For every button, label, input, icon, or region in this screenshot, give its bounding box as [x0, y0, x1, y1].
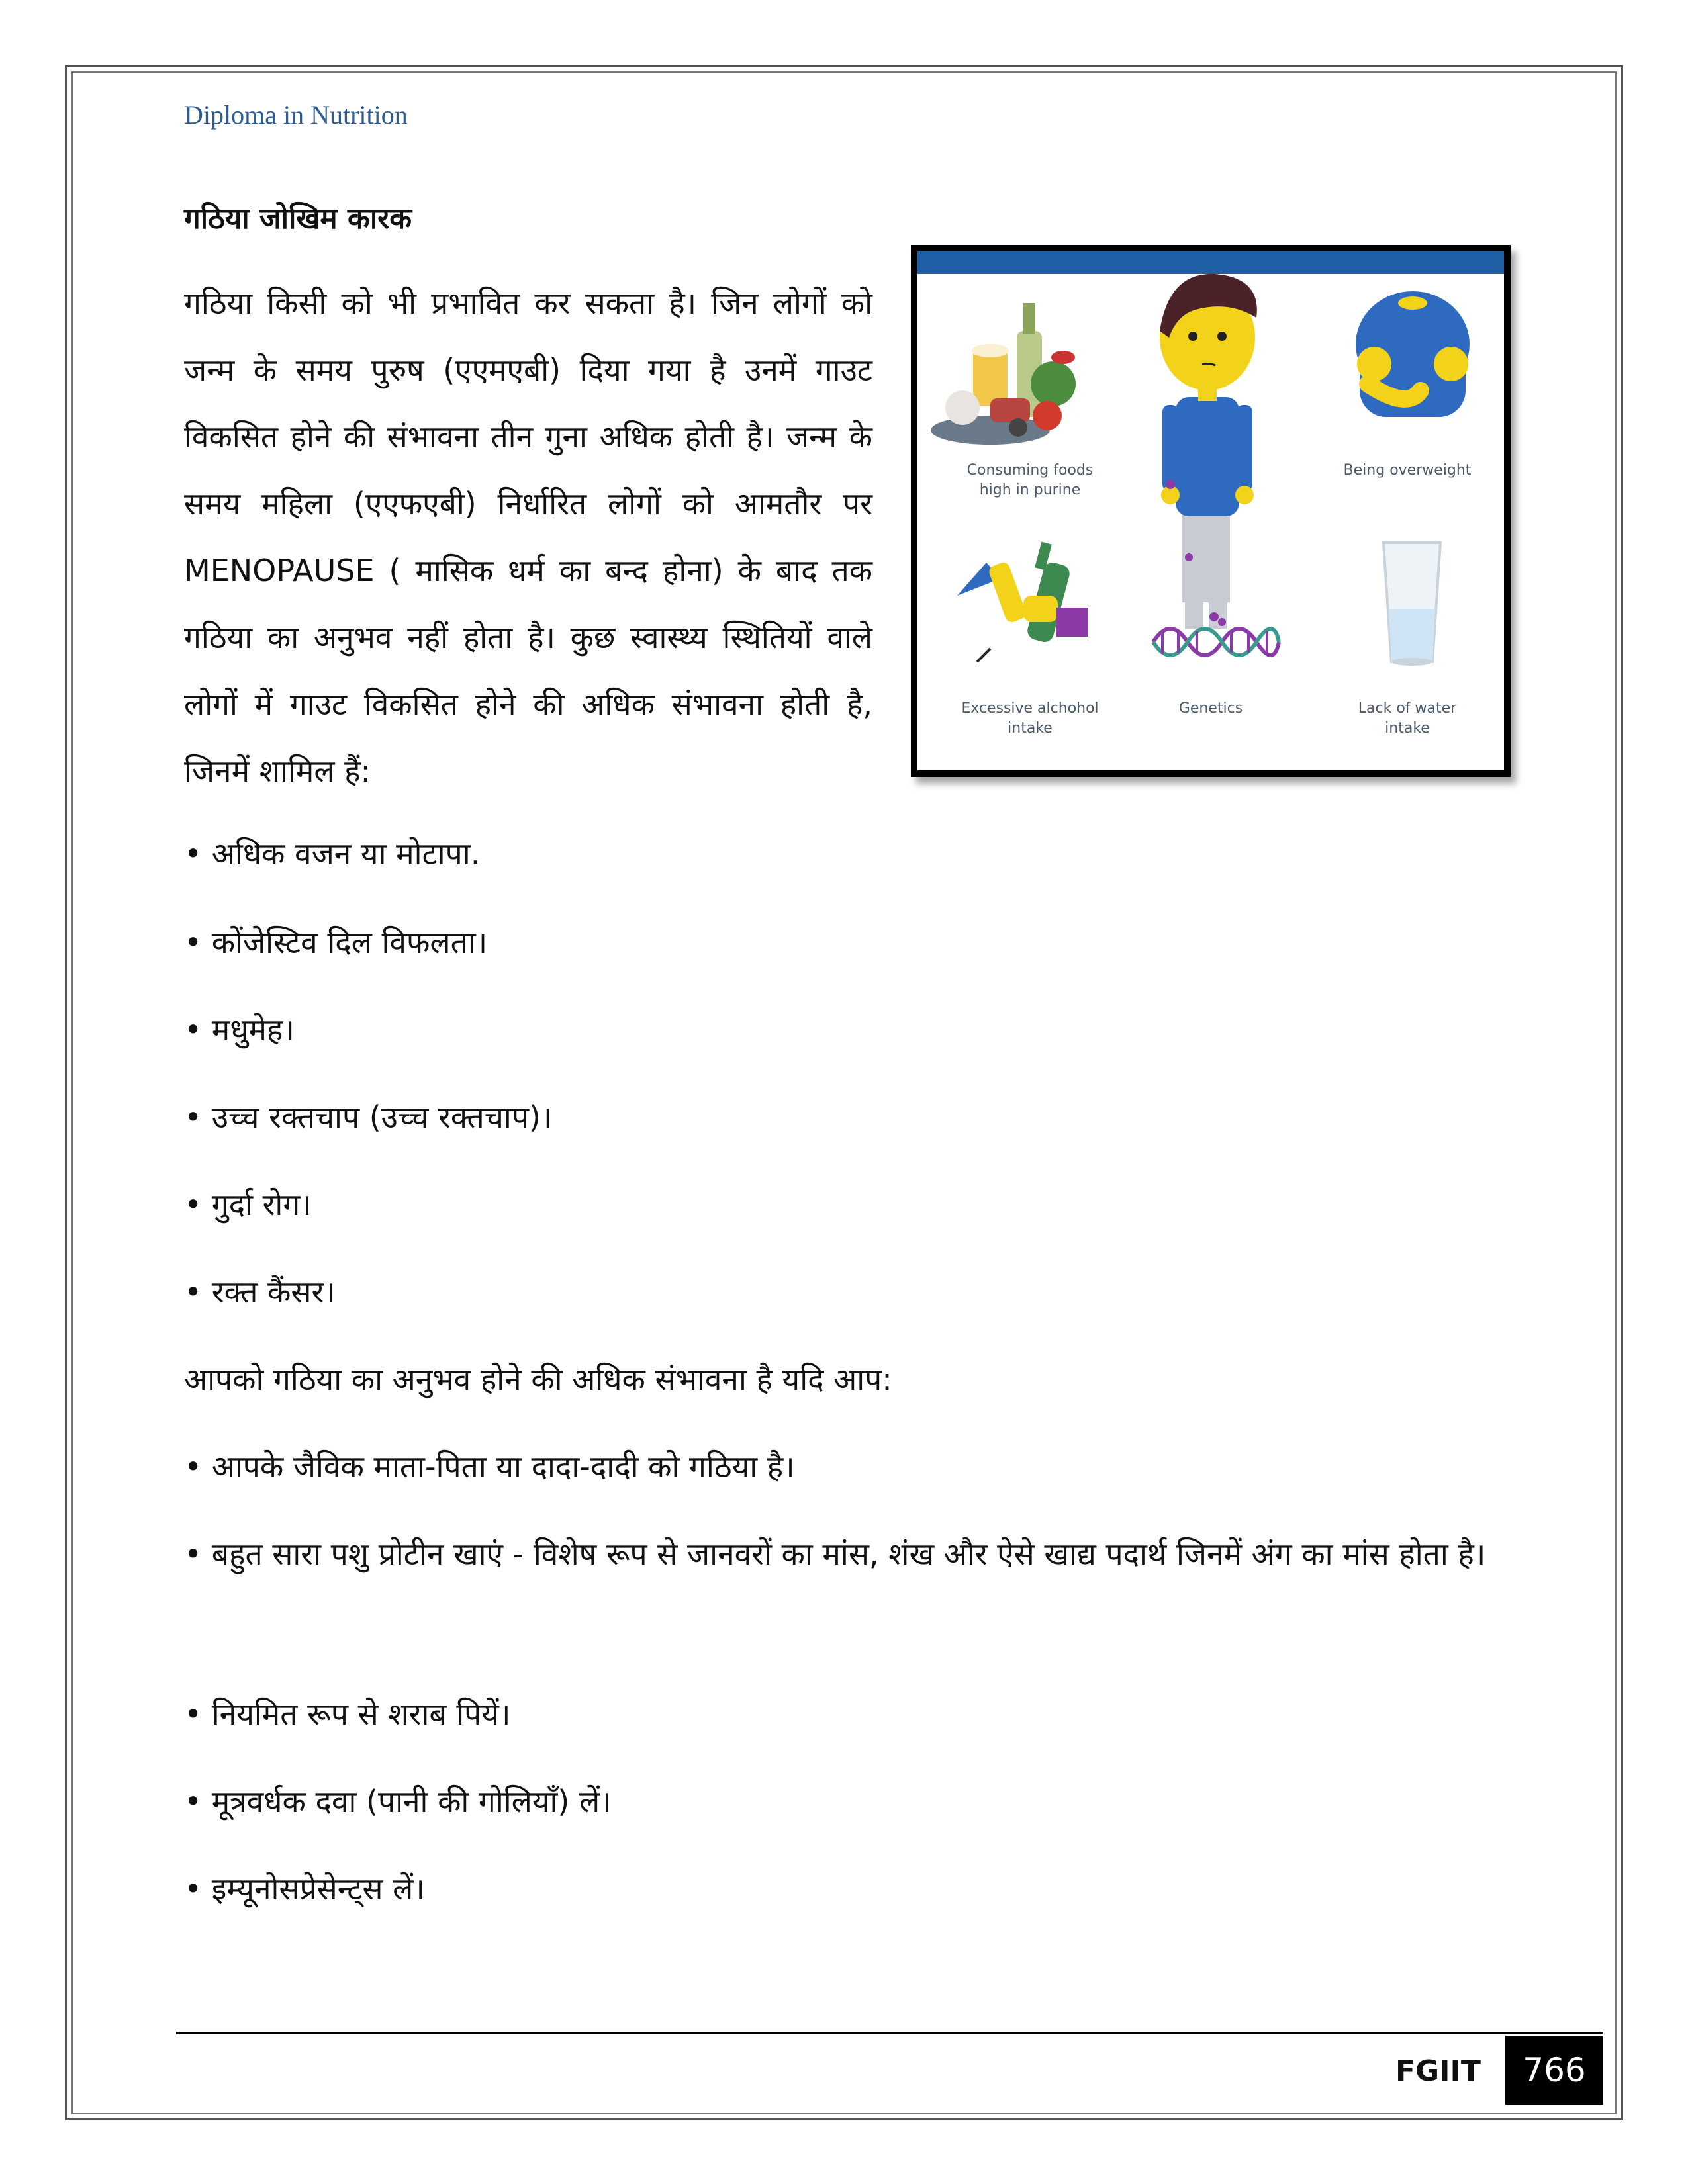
overweight-torso-icon — [1356, 291, 1470, 417]
caption-water: Lack of water intake — [1358, 700, 1457, 737]
caption-genetics: Genetics — [1178, 700, 1243, 717]
page-number: 766 — [1505, 2036, 1603, 2105]
section-heading: गठिया जोखिम कारक — [184, 202, 412, 236]
list-item: • गुर्दा रोग। — [184, 1187, 312, 1222]
genetics-dna-icon — [1153, 629, 1279, 655]
caption-overweight: Being overweight — [1343, 462, 1472, 478]
document-header: Diploma in Nutrition — [184, 100, 408, 130]
gout-risk-factors-illustration — [911, 245, 1511, 777]
list-item: • मधुमेह। — [184, 1012, 295, 1048]
risk-intro-text: आपको गठिया का अनुभव होने की अधिक संभावना है यदि आप: — [184, 1361, 892, 1397]
list-item: • उच्च रक्तचाप (उच्च रक्तचाप)। — [184, 1099, 553, 1135]
list-item: • इम्यूनोसप्रेसेन्ट्स लें। — [184, 1871, 425, 1907]
intro-paragraph: गठिया किसी को भी प्रभावित कर सकता है। जिन लोगों को जन्म के समय पुरुष (एएमएबी) दिया गया है उनमें गाउट विकसित होने की संभावना तीन गुना अधिक होती है। जन्म के समय महिला (एएफएबी) निर्धारित लोगों को आमतौर पर MENOPAUSE ( मासिक धर्म का बन्द होना) के बाद तक गठिया का अनुभव नहीं होता है। कुछ स्वास्थ्य स्थितियों वाले लोगों में गाउट विकसित होने की अधिक संभावना होती है, जिनमें शामिल हैं: — [184, 285, 872, 789]
list-item: • आपके जैविक माता-पिता या दादा-दादी को गठिया है। — [184, 1449, 795, 1484]
figure-top-band — [917, 251, 1504, 274]
alcohol-icon — [957, 542, 1088, 662]
person-figure-icon — [1160, 274, 1257, 629]
water-glass-icon — [1383, 543, 1440, 666]
caption-purine: Consuming foods high in purine — [966, 462, 1094, 498]
list-item: • नियमित रूप से शराब पियें। — [184, 1696, 511, 1732]
list-item: • अधिक वजन या मोटापा. — [184, 836, 481, 872]
footer-brand: FGIIT — [1395, 2054, 1481, 2088]
purine-foods-icon — [931, 303, 1076, 445]
list-item: • मूत्रवर्धक दवा (पानी की गोलियाँ) लें। — [184, 1784, 612, 1819]
list-item: • कोंजेस्टिव दिल विफलता। — [184, 925, 488, 960]
list-item: • रक्त कैंसर। — [184, 1274, 336, 1310]
caption-alcohol: Excessive alchohol intake — [961, 700, 1099, 737]
list-item: • बहुत सारा पशु प्रोटीन खाएं - विशेष रूप से जानवरों का मांस, शंख और ऐसे खाद्य पदार्थ जिनमें अंग का मांस होता है। — [184, 1536, 1486, 1572]
illustration-graphic — [917, 251, 1504, 770]
footer-rule — [176, 2032, 1603, 2034]
